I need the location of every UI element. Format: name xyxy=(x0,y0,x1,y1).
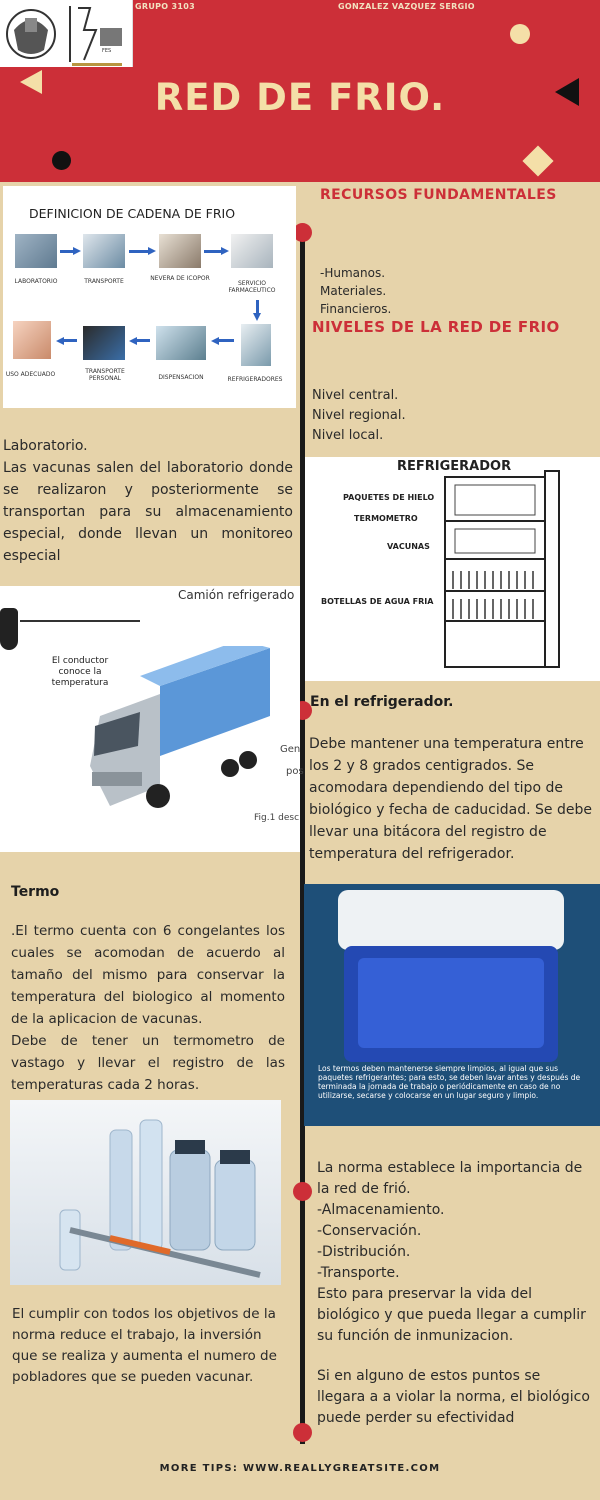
servicio-image xyxy=(231,234,273,268)
diagram-label: USO ADECUADO xyxy=(5,371,56,378)
cooler-caption: Los termos deben mantenerse siempre limpios, al igual que sus paquetes refrigerantes; para esto, se deben lavar antes y después de terminada la jornada de trabajo o periódicamente en caso de no utilizarse, secarse y colocarse en un lugar seguro y limpio. xyxy=(318,1064,581,1100)
unam-logo-icon xyxy=(0,0,133,67)
camion-title: Camión refrigerado xyxy=(178,588,295,602)
recursos-item: Materiales. xyxy=(320,284,387,298)
diagram-label: REFRIGERADORES xyxy=(227,376,283,383)
refrigerador-diagram-title: REFRIGERADOR xyxy=(397,459,512,474)
vials-syringe-illustration-icon xyxy=(10,1100,281,1285)
arrow-left-icon xyxy=(63,339,77,342)
thermometer-icon xyxy=(0,608,18,650)
termo-text-2: Debe de tener un termometro de vastago y llevar el registro de las temperaturas cada 2 horas. xyxy=(11,1033,285,1093)
arrow-right-icon xyxy=(60,250,74,253)
dispensacion-image xyxy=(156,326,206,360)
vaccines-image xyxy=(10,1100,281,1285)
niveles-item: Nivel central. xyxy=(312,388,399,403)
norma-item: -Almacenamiento. xyxy=(317,1202,445,1218)
norma-warning: Si en alguno de estos puntos se llegara a a violar la norma, el biológico puede perder su efectividad xyxy=(317,1368,590,1426)
truck-illustration-icon xyxy=(80,646,280,816)
refrigerador-label: VACUNAS xyxy=(387,542,430,551)
camion-partial-text: pos xyxy=(286,766,304,777)
arrow-left-icon xyxy=(136,339,150,342)
recursos-heading: RECURSOS FUNDAMENTALES xyxy=(320,187,557,203)
recursos-item: Financieros. xyxy=(320,302,392,316)
black-dot-icon xyxy=(52,151,71,170)
niveles-item: Nivel regional. xyxy=(312,408,406,423)
refrigeradores-image xyxy=(241,324,271,366)
logos-panel xyxy=(0,0,133,67)
diagram-label: DISPENSACION xyxy=(158,374,204,381)
niveles-item: Nivel local. xyxy=(312,428,384,443)
norma-item: -Distribución. xyxy=(317,1244,411,1260)
footer-link[interactable]: MORE TIPS: WWW.REALLYGREATSITE.COM xyxy=(159,1463,441,1474)
diagram-label: SERVICIO FARMACEUTICO xyxy=(228,280,276,294)
norma-intro: La norma establece la importancia de la red de frió. xyxy=(317,1160,583,1197)
pointer-line xyxy=(20,620,140,622)
timeline-dot xyxy=(293,1423,312,1442)
group-label: GRUPO 3103 xyxy=(135,2,195,11)
refrigerador-diagram xyxy=(305,457,600,681)
laboratorio-text: Las vacunas salen del laboratorio donde se realizaron y posteriormente se transportan para su almacenamiento especial, donde llevan un monitoreo especial xyxy=(3,460,293,564)
diagram-label: LABORATORIO xyxy=(14,278,58,285)
circle-decoration-icon xyxy=(510,24,530,44)
arrow-down-icon xyxy=(256,300,259,314)
fes-logo-text: FES xyxy=(102,48,112,54)
arrow-right-icon xyxy=(221,247,229,255)
arrow-left-icon xyxy=(218,339,234,342)
nevera-image xyxy=(159,234,201,268)
cadena-frio-diagram xyxy=(3,186,296,408)
refrigerador-heading: En el refrigerador. xyxy=(310,694,454,710)
refrigerator-illustration-icon xyxy=(435,461,575,673)
refrigerador-label: BOTELLAS DE AGUA FRIA xyxy=(321,597,434,606)
arrow-right-icon xyxy=(148,247,156,255)
diagram-label: TRANSPORTE xyxy=(84,278,124,285)
termo-heading: Termo xyxy=(11,884,60,900)
norma-item: -Transporte. xyxy=(317,1265,400,1281)
cooler-image xyxy=(304,884,600,1126)
niveles-heading: NIVELES DE LA RED DE FRIO xyxy=(312,318,560,336)
timeline-dot xyxy=(293,1182,312,1201)
termo-text: .El termo cuenta con 6 congelantes los cuales se acomodan de acuerdo al tamaño del mismo para conservar la temperatura del biologico al momento de la aplicacion de vacunas. xyxy=(11,923,285,1027)
laboratorio-title: Laboratorio. xyxy=(3,438,88,454)
diagram-title: DEFINICION DE CADENA DE FRIO xyxy=(29,206,236,221)
transporte-personal-image xyxy=(83,326,125,360)
camion-image xyxy=(0,586,304,852)
camion-label: El conductor conoce la temperatura xyxy=(51,656,109,688)
refrigerador-label: TERMOMETRO xyxy=(354,514,418,523)
page-title: RED DE FRIO. xyxy=(154,76,446,119)
arrow-right-icon xyxy=(129,250,149,253)
author-label: GONZALEZ VAZQUEZ SERGIO xyxy=(338,2,475,11)
refrigerador-text: Debe mantener una temperatura entre los 2 y 8 grados centigrados. Se acomodara dependiendo del tipo de biológico y fecha de caducidad. Se debe llevar una bitácora del registro de temperatura del refrigerador. xyxy=(309,736,592,862)
refrigerador-label: PAQUETES DE HIELO xyxy=(343,493,435,502)
laboratorio-image xyxy=(15,234,57,268)
transporte-image xyxy=(83,234,125,268)
arrow-right-icon xyxy=(204,250,222,253)
diagram-label: TRANSPORTE PERSONAL xyxy=(85,368,125,382)
norma-text: Esto para preservar la vida del biológico y que pueda llegar a cumplir su función de inmunizacion. xyxy=(317,1286,586,1344)
norma-item: -Conservación. xyxy=(317,1223,422,1239)
arrow-down-icon xyxy=(253,313,261,321)
diagram-label: NEVERA DE ICOPOR xyxy=(150,275,210,282)
recursos-item: -Humanos. xyxy=(320,266,386,280)
camion-partial-text: Gen xyxy=(280,744,301,755)
camion-caption: Fig.1 desc xyxy=(254,813,300,823)
uso-adecuado-image xyxy=(13,321,51,359)
cooler-illustration-icon xyxy=(330,888,570,1064)
timeline-line xyxy=(300,226,305,1444)
arrow-right-icon xyxy=(73,247,81,255)
cumplir-text: El cumplir con todos los objetivos de la norma reduce el trabajo, la inversión que se realiza y aumenta el numero de pobladores que se pueden vacunar. xyxy=(12,1306,277,1385)
